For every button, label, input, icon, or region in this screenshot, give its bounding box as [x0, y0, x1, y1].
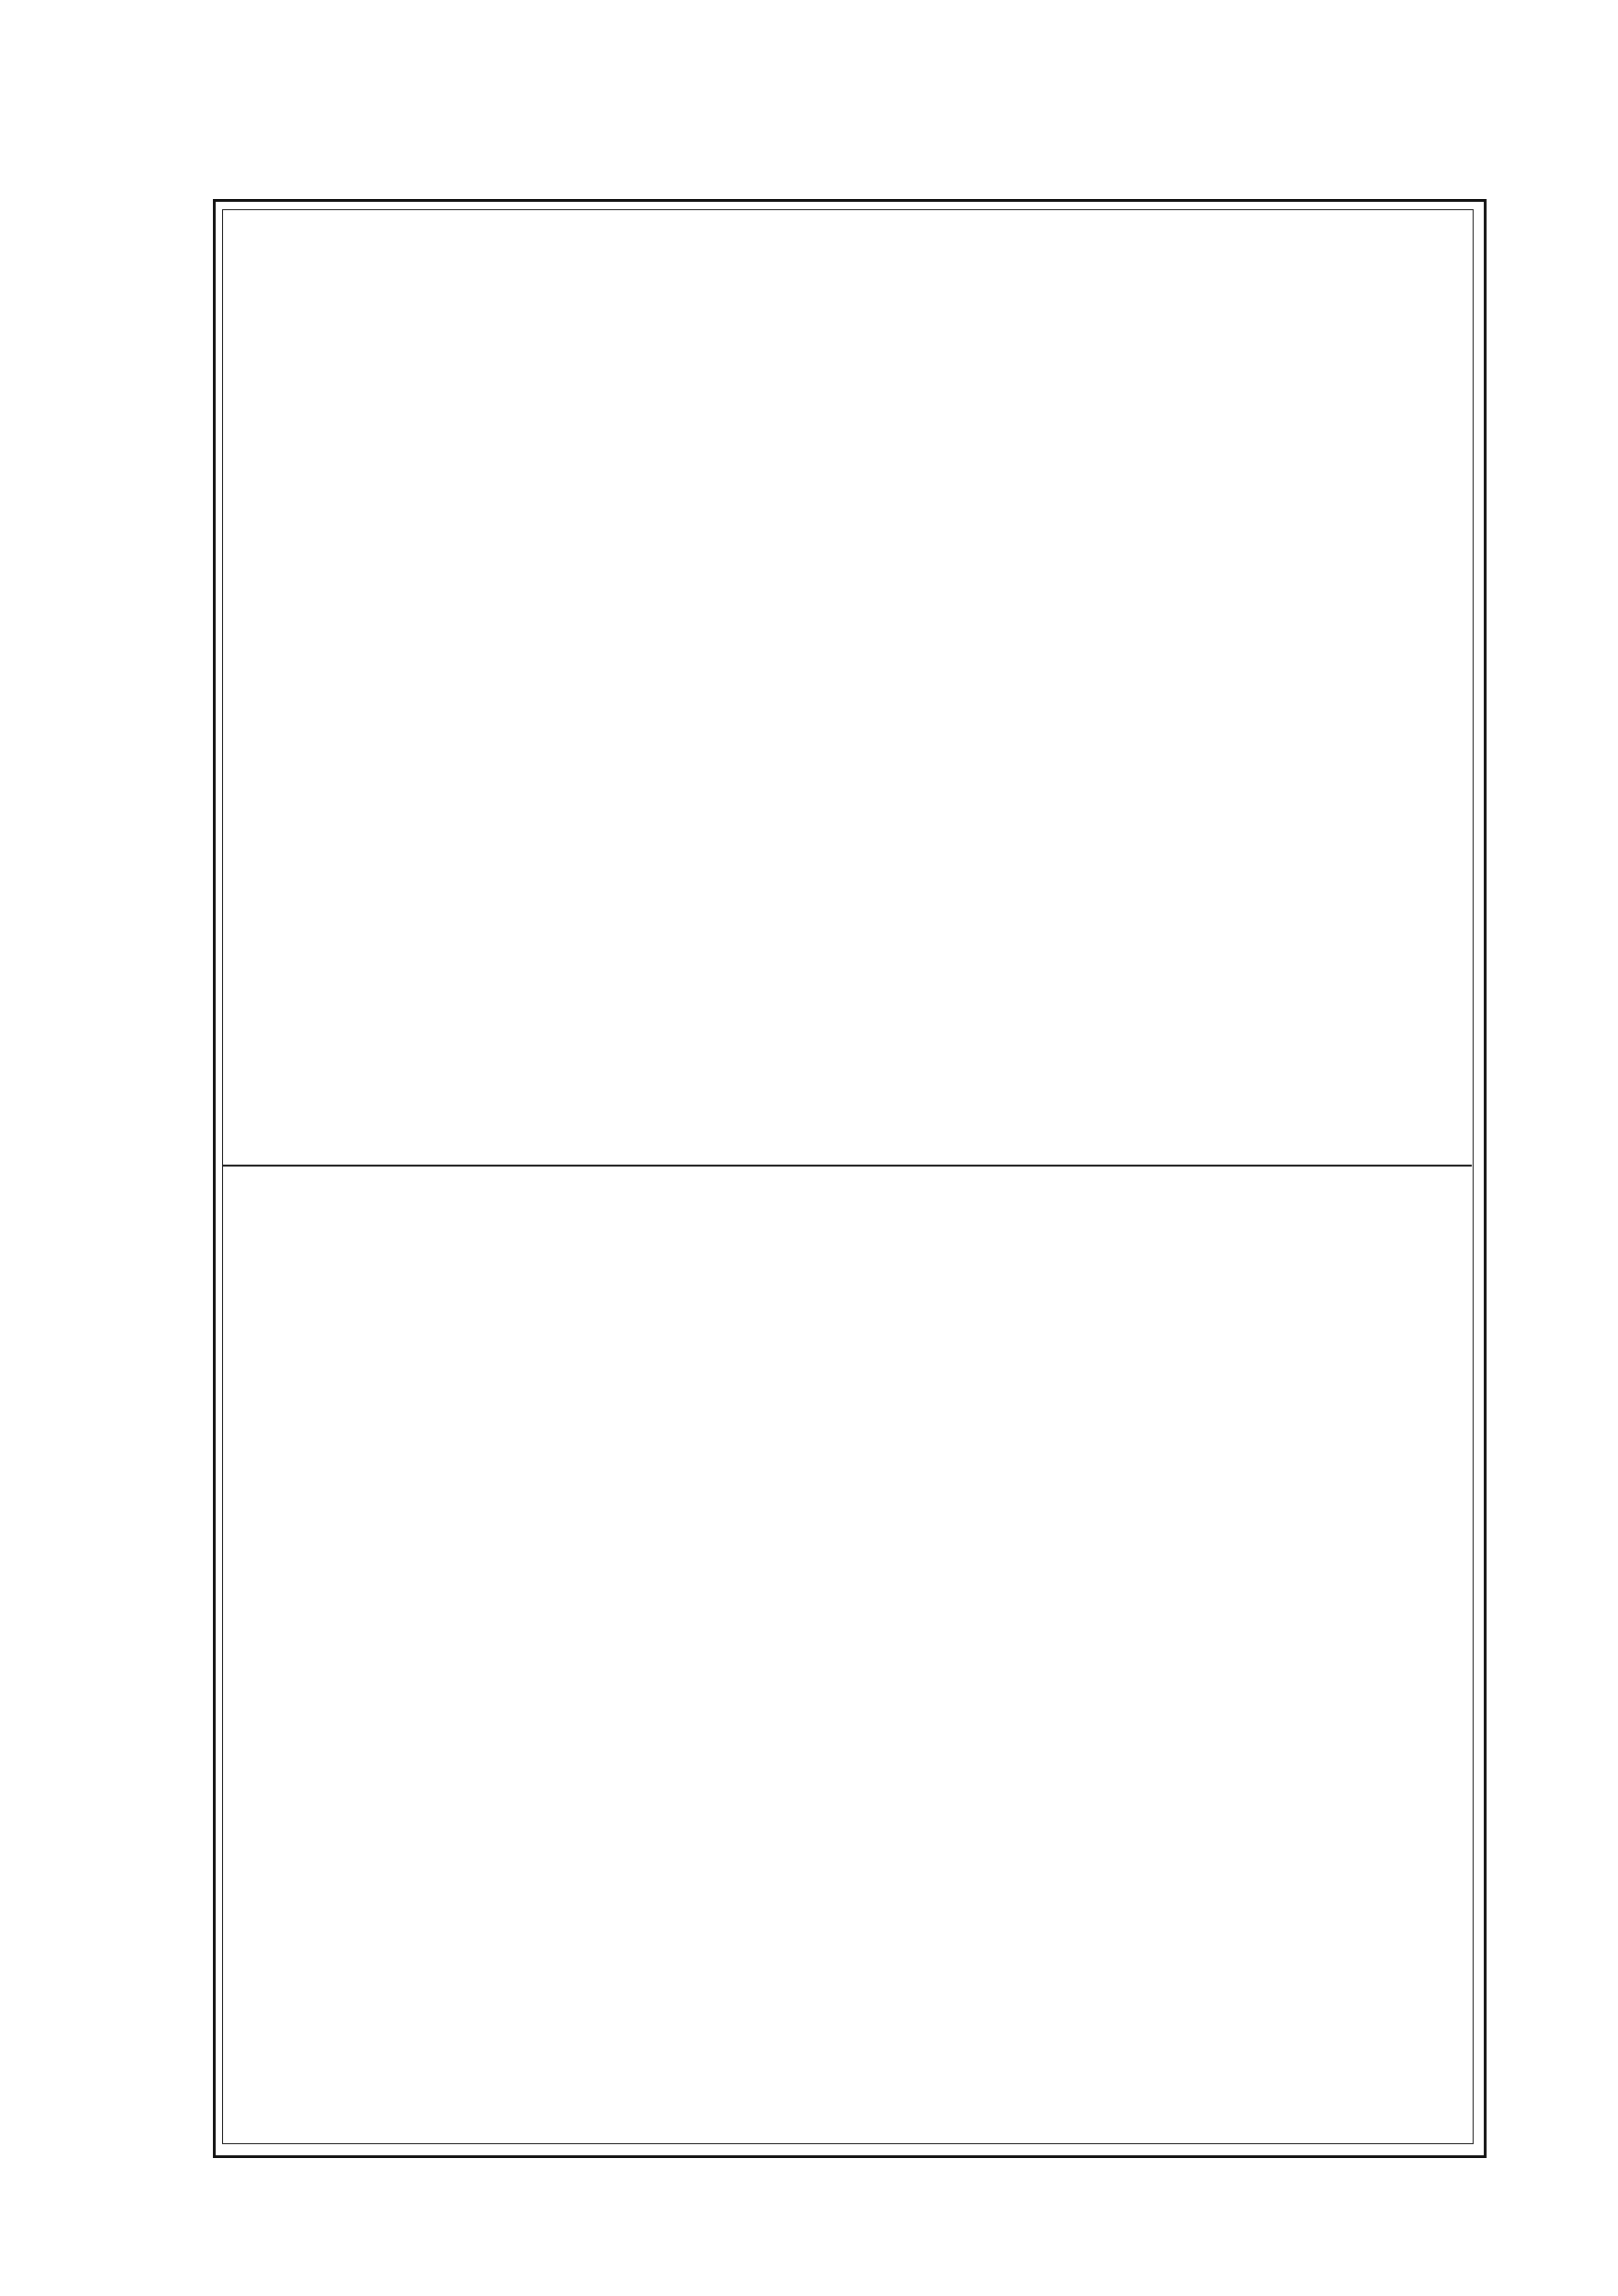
text-frame-inner: [222, 209, 1474, 2144]
section-divider: [222, 1165, 1472, 1167]
